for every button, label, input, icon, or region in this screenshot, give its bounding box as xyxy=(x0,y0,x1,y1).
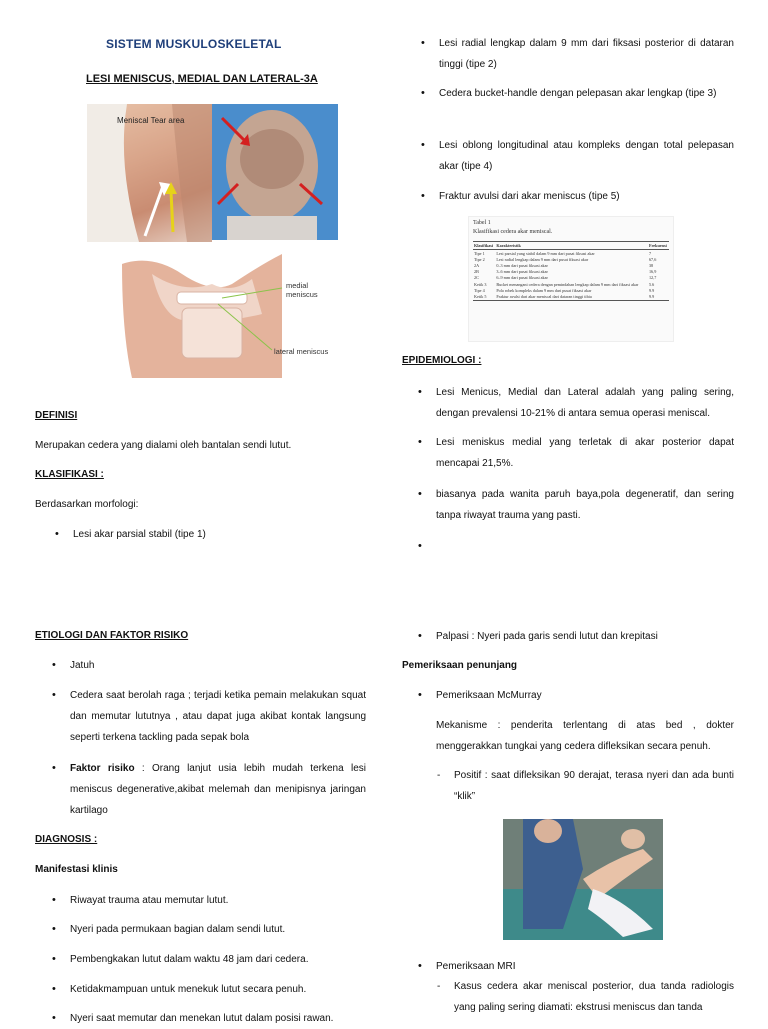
list-item: • Nyeri pada permukaan bagian dalam sendi lutut. xyxy=(70,919,366,940)
list-item: • Nyeri saat memutar dan menekan lutut dalam posisi rawan. xyxy=(70,1008,366,1029)
diagnosis-heading: DIAGNOSIS : xyxy=(35,834,98,845)
table-cell: 0–3 mm dari pusat fiksasi akar xyxy=(496,262,548,268)
knee-surgery-photo xyxy=(212,104,338,240)
mcmurray-exam-photo xyxy=(503,819,663,940)
table-cell: 2B xyxy=(474,269,479,275)
knee-anatomy-illustration xyxy=(122,254,338,378)
list-item: • Lesi akar parsial stabil (tipe 1) xyxy=(73,524,368,545)
knee-surgery-graphic xyxy=(212,104,338,240)
table-cell: Lesi radial lengkap dalam 9 mm dari pusat fiksasi akar xyxy=(496,256,589,262)
table-cell: 9.9 xyxy=(648,293,669,300)
list-item: • Pembengkakan lutut dalam waktu 48 jam dari cedera. xyxy=(70,949,366,970)
table-cell: Bucket menangani cedera dengan pemindahan lengkap dalam 9 mm dari fiksasi akar xyxy=(496,281,639,287)
table-header: Karakteristik xyxy=(495,242,648,250)
klasifikasi-intro: Berdasarkan morfologi: xyxy=(35,499,139,510)
table-cell: 7 xyxy=(648,250,652,256)
table-cell: Fraktur avulsi dari akar meniscal dari dataran tinggi tibia xyxy=(495,293,648,300)
table-cell: 2C xyxy=(474,275,479,281)
table-header: Frekuensi xyxy=(648,242,669,250)
classification-table-image xyxy=(468,216,674,342)
table-cell: Ketik 5 xyxy=(473,293,495,300)
table-row xyxy=(473,293,669,300)
page-title: SISTEM MUSKULOSKELETAL xyxy=(106,37,282,51)
list-item: • Ketidakmampuan untuk menekuk lutut secara penuh. xyxy=(70,979,366,1000)
list-item: • Jatuh xyxy=(70,655,366,676)
epidemiologi-heading: EPIDEMIOLOGI : xyxy=(402,355,482,366)
table-cell: 9.9 xyxy=(648,287,655,293)
table-cell: Tipe 1 xyxy=(474,250,485,256)
table-header: Klasifikasi xyxy=(473,242,495,250)
list-item: • Lesi Menicus, Medial dan Lateral adalah yang paling sering, dengan prevalensi 10-21% di antara semua operasi meniscal. xyxy=(436,382,734,424)
table-cell: Tipe 2 xyxy=(474,256,485,262)
list-item-faktor-risiko xyxy=(70,758,366,821)
table-cell: 5.6 xyxy=(648,281,655,287)
list-item: • biasanya pada wanita paruh baya,pola degeneratif, dan sering tanpa riwayat trauma yang pasti. xyxy=(436,484,734,526)
list-item: • Riwayat trauma atau memutar lutut. xyxy=(70,890,366,911)
classification-table xyxy=(473,241,669,301)
lateral-meniscus-label: lateral meniscus xyxy=(274,347,329,356)
mcmurray-exam-graphic xyxy=(503,819,663,940)
table-cell: 67,6 xyxy=(648,256,657,262)
etiologi-heading: ETIOLOGI DAN FAKTOR RISIKO xyxy=(35,630,189,641)
table-cell: 38 xyxy=(648,262,654,268)
positif-text: - Positif : saat difleksikan 90 derajat, terasa nyeri dan ada bunti “klik” xyxy=(454,765,734,807)
kasus-text: - Kasus cedera akar meniscal posterior, dua tanda radiologis yang paling sering diamati: ekstrusi meniscus dan tanda xyxy=(454,976,734,1018)
table-header-row xyxy=(473,242,669,250)
faktor-risiko-label: Faktor risiko xyxy=(70,763,135,774)
list-item: • Lesi oblong longitudinal atau kompleks dengan total pelepasan akar (tipe 4) xyxy=(439,135,734,177)
list-item: • Fraktur avulsi dari akar meniscus (tipe 5) xyxy=(439,186,734,207)
klasifikasi-heading: KLASIFIKASI : xyxy=(35,469,104,480)
penunjang-heading: Pemeriksaan penunjang xyxy=(402,660,518,671)
list-item: • Pemeriksaan McMurray xyxy=(436,685,734,706)
manifestasi-heading: Manifestasi klinis xyxy=(35,864,118,875)
table-caption-title: Klasifikasi cedera akar meniscal. xyxy=(473,229,553,235)
list-item: • Lesi meniskus medial yang terletak di akar posterior dapat mencapai 21,5%. xyxy=(436,432,734,474)
table-cell: Lesi parsial yang stabil dalam 9 mm dari pusat fiksasi akar xyxy=(496,250,595,256)
table-cell: 6–9 mm dari pusat fiksasi akar xyxy=(496,275,548,281)
faktor-risiko-text: : Orang lanjut usia lebih mudah terkena lesi meniscus degenerative,akibat melemah dan menipisnya jaringan kartilago xyxy=(70,763,366,816)
list-item: • Pemeriksaan MRI xyxy=(436,956,734,977)
table-cell: 16,9 xyxy=(648,269,657,275)
page-subtitle: LESI MENISCUS, MEDIAL DAN LATERAL-3A xyxy=(86,73,318,85)
definisi-heading: DEFINISI xyxy=(35,410,78,421)
list-item: • Cedera saat berolah raga ; terjadi ketika pemain melakukan squat dan memutar lututnya , atau dapat juga akibat kontak langsung seperti terkena tackling pada sepak bola xyxy=(70,685,366,748)
table-row xyxy=(473,250,669,257)
table-cell: Pola robek kompleks dalam 9 mm dari pusat fiksasi akar xyxy=(496,287,592,293)
mekanisme-text: Mekanisme : penderita terlentang di atas bed , dokter menggerakkan tungkai yang cedera difleksikan secara penuh. xyxy=(436,720,734,752)
list-item-empty xyxy=(436,536,734,557)
list-item: • Palpasi : Nyeri pada garis sendi lutut dan krepitasi xyxy=(436,626,734,647)
list-item: • Cedera bucket-handle dengan pelepasan akar lengkap (tipe 3) xyxy=(439,83,734,104)
table-cell: Tipe 4 xyxy=(474,287,485,293)
table-cell: 3–6 mm dari pusat fiksasi akar xyxy=(496,269,548,275)
knee-anatomy-graphic xyxy=(122,254,338,378)
table-caption-number: Tabel 1 xyxy=(473,220,491,226)
list-item: • Lesi radial lengkap dalam 9 mm dari fiksasi posterior di dataran tinggi (tipe 2) xyxy=(439,33,734,75)
definisi-text: Merupakan cedera yang dialami oleh bantalan sendi lutut. xyxy=(35,440,292,451)
table-cell: 2A xyxy=(474,262,480,268)
table-cell: 12,7 xyxy=(648,275,657,281)
table-cell: Ketik 3 xyxy=(474,281,487,287)
medial-meniscus-label: medial meniscus xyxy=(286,281,318,299)
knee-leg-photo xyxy=(87,104,212,242)
meniscal-tear-label: Meniscal Tear area xyxy=(117,116,185,125)
